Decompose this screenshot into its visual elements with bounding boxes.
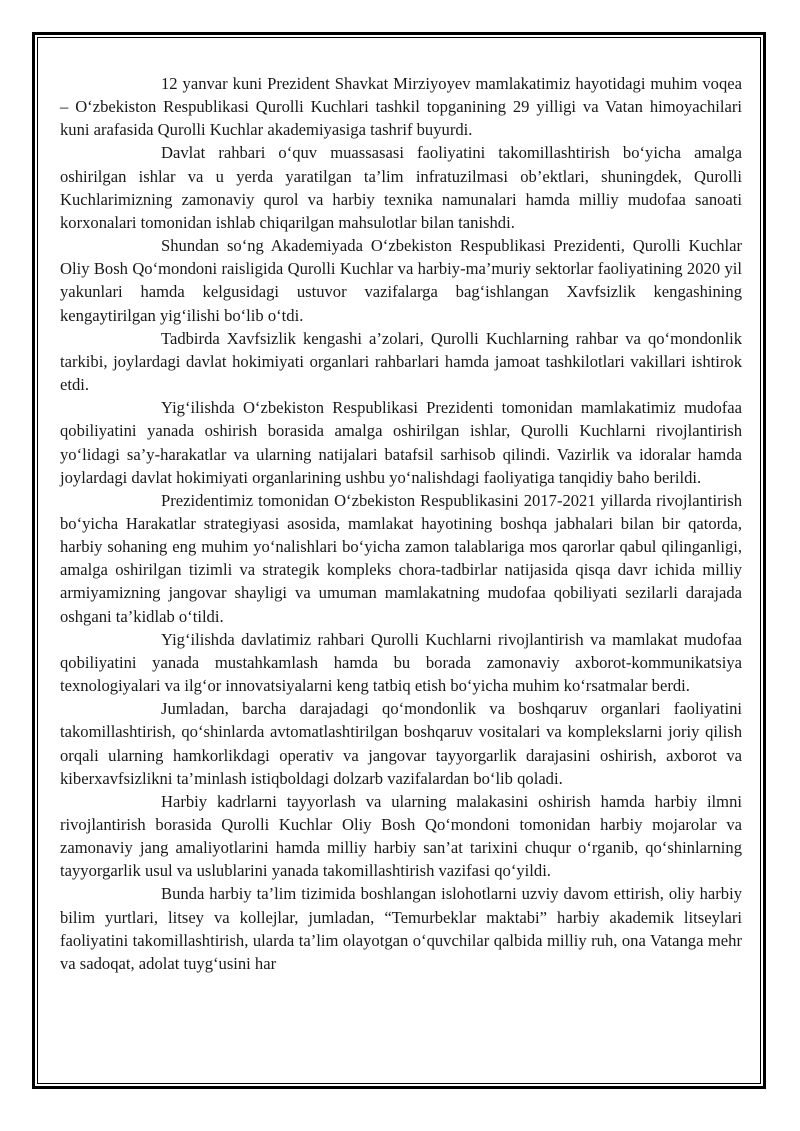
paragraph: Yig‘ilishda O‘zbekiston Respublikasi Prezidenti tomonidan mamlakatimiz mudofaa qobiliyatini yanada oshirish borasida amalga oshirilgan ishlar, Qurolli Kuchlarni rivojlantirish yo‘lidagi sa’y-harakatlar va ularning natijalari batafsil sarhisob qilindi. Vazirlik va idoralar hamda joylardagi davlat hokimiyati organlarining ushbu yo‘nalishdagi faoliyatiga tanqidiy baho berildi. <box>60 398 742 487</box>
paragraph: Bunda harbiy ta’lim tizimida boshlangan islohotlarni uzviy davom ettirish, oliy harbiy bilim yurtlari, litsey va kollejlar, jumladan, “Temurbeklar maktabi” harbiy akademik litseylari faoliyatini takomillashtirish, ularda ta’lim olayotgan o‘quvchilar qalbida milliy ruh, ona Vatanga mehr va sadoqat, adolat tuyg‘usini har <box>60 884 742 973</box>
paragraph: 12 yanvar kuni Prezident Shavkat Mirziyoyev mamlakatimiz hayotidagi muhim voqea – O‘zbekiston Respublikasi Qurolli Kuchlari tashkil topganining 29 yilligi va Vatan himoyachilari kuni arafasida Qurolli Kuchlar akademiyasiga tashrif buyurdi. <box>60 74 742 140</box>
paragraph: Prezidentimiz tomonidan O‘zbekiston Respublikasini 2017-2021 yillarda rivojlantirish bo‘yicha Harakatlar strategiyasi asosida, mamlakat hayotining boshqa jabhalari bilan bir qatorda, harbiy sohaning eng muhim yo‘nalishlari bo‘yicha zamon talablariga mos qarorlar qabul qilinganligi, amalga oshirilgan tizimli va strategik kompleks chora-tadbirlar natijasida qisqa davr ichida milliy armiyamizning jangovar shayligi va umuman mamlakatning mudofaa qobiliyati sezilarli darajada oshgani ta’kidlab o‘tildi. <box>60 490 742 626</box>
paragraph: Tadbirda Xavfsizlik kengashi a’zolari, Qurolli Kuchlarning rahbar va qo‘mondonlik tarkibi, joylardagi davlat hokimiyati organlari rahbarlari hamda jamoat tashkilotlari vakillari ishtirok etdi. <box>60 328 742 395</box>
article-body <box>60 72 742 975</box>
paragraph: Davlat rahbari o‘quv muassasasi faoliyatini takomillashtirish bo‘yicha amalga oshirilgan ishlar va u yerda yaratilgan ta’lim infratuzilmasi ob’ektlari, shuningdek, Qurolli Kuchlarimizning zamonaviy qurol va harbiy texnika namunalari hamda milliy mudofaa sanoati korxonalari tomonidan ishlab chiqarilgan mahsulotlar bilan tanishdi. <box>60 143 742 232</box>
paragraph: Jumladan, barcha darajadagi qo‘mondonlik va boshqaruv organlari faoliyatini takomillashtirish, qo‘shinlarda avtomatlashtirilgan boshqaruv vositalari va komplekslarni joriy qilish orqali ularning hamkorlikdagi operativ va jangovar tayyorgarlik darajasini oshirish, axborot va kiberxavfsizlikni ta’minlash istiqboldagi dolzarb vazifalardan bo‘lib qoladi. <box>60 699 742 788</box>
paragraph: Harbiy kadrlarni tayyorlash va ularning malakasini oshirish hamda harbiy ilmni rivojlantirish borasida Qurolli Kuchlar Oliy Bosh Qo‘mondoni tomonidan harbiy mojarolar va zamonaviy jang amaliyotlarini hamda milliy harbiy san’at tarixini chuqur o‘rganib, qo‘shinlarning tayyorgarlik usul va uslublarini yanada takomillashtirish vazifasi qo‘yildi. <box>60 791 742 881</box>
paragraph: Shundan so‘ng Akademiyada O‘zbekiston Respublikasi Prezidenti, Qurolli Kuchlar Oliy Bosh Qo‘mondoni raisligida Qurolli Kuchlar va harbiy-ma’muriy sektorlar faoliyatining 2020 yil yakunlari hamda kelgusidagi ustuvor vazifalarga bag‘ishlangan Xavfsizlik kengashining kengaytirilgan yig‘ilishi bo‘lib o‘tdi. <box>60 236 742 325</box>
paragraph: Yig‘ilishda davlatimiz rahbari Qurolli Kuchlarni rivojlantirish va mamlakat mudofaa qobiliyatini yanada mustahkamlash hamda bu borada zamonaviy axborot-kommunikatsiya texnologiyalari va ilg‘or innovatsiyalarni keng tatbiq etish bo‘yicha muhim ko‘rsatmalar berdi. <box>60 629 742 696</box>
